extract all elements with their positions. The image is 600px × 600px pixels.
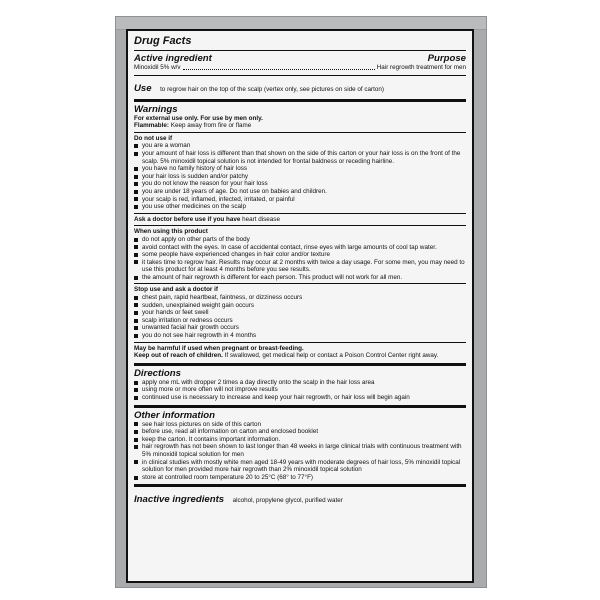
purpose-heading: Purpose xyxy=(427,53,466,64)
drug-facts-panel xyxy=(126,29,474,583)
ask-doctor-label: Ask a doctor before use if you have xyxy=(134,215,241,223)
stop-use-heading: Stop use and ask a doctor if xyxy=(134,286,218,294)
stop-use-list xyxy=(134,294,466,340)
list-item: your amount of hair loss is different than that shown on the side of this carton or your hair loss is on the front of the scalp. 5% minoxidil topical solution is not intended for frontal baldness or receding hairline. xyxy=(134,150,466,165)
carton xyxy=(115,16,487,588)
list-item: in clinical studies with mostly white men aged 18-49 years with moderate degrees of hair loss, 5% minoxidil topical solution for men provided more hair regrowth than 2% minoxidil topical solution xyxy=(134,459,466,474)
list-item: see hair loss pictures on side of this carton xyxy=(134,421,466,429)
flammable-text: Keep away from fire or flame xyxy=(170,122,252,130)
list-item: you do not know the reason for your hair loss xyxy=(134,180,466,188)
use-heading: Use xyxy=(134,82,152,94)
purpose-value: Hair regrowth treatment for men xyxy=(376,64,466,71)
list-item: it takes time to regrow hair. Results may occur at 2 months with twice a day usage. For some men, you may need to use this product for at least 4 months before you see results. xyxy=(134,259,466,274)
children-text: If swallowed, get medical help or contact a Poison Control Center right away. xyxy=(224,352,439,360)
external-use-warning: For external use only. For use by men only. xyxy=(134,114,263,122)
use-section xyxy=(134,76,466,102)
do-not-use-list xyxy=(134,142,466,210)
list-item: you do not see hair regrowth in 4 months xyxy=(134,332,466,340)
flammable-warning xyxy=(134,122,466,130)
list-item: store at controlled room temperature 20 to 25°C (68° to 77°F) xyxy=(134,474,466,482)
pregnancy-warning: May be harmful if used when pregnant or breast-feeding. xyxy=(134,344,304,352)
flammable-label: Flammable: xyxy=(134,122,169,130)
other-information-heading: Other information xyxy=(134,409,216,421)
list-item: before use, read all information on carton and enclosed booklet xyxy=(134,428,466,436)
active-ingredient-section xyxy=(134,33,466,76)
list-item: scalp irritation or redness occurs xyxy=(134,317,466,325)
other-information-list xyxy=(134,421,466,482)
drug-facts-title: Drug Facts xyxy=(134,35,192,47)
list-item: your hands or feet swell xyxy=(134,309,466,317)
list-item: chest pain, rapid heartbeat, faintness, or dizziness occurs xyxy=(134,294,466,302)
other-information-section xyxy=(134,408,466,488)
list-item: you use other medicines on the scalp xyxy=(134,203,466,211)
list-item: you are a woman xyxy=(134,142,466,150)
directions-section xyxy=(134,366,466,408)
active-ingredient-heading: Active ingredient xyxy=(134,53,212,64)
list-item: avoid contact with the eyes. In case of accidental contact, rinse eyes with large amounts of cool tap water. xyxy=(134,244,466,252)
when-using-list xyxy=(134,236,466,282)
directions-heading: Directions xyxy=(134,367,181,379)
warnings-heading: Warnings xyxy=(134,103,178,115)
children-label: Keep out of reach of children. xyxy=(134,352,223,360)
list-item: continued use is necessary to increase and keep your hair regrowth, or hair loss will begin again xyxy=(134,394,466,402)
leader-dots xyxy=(183,69,375,70)
list-item: apply one mL with dropper 2 times a day directly onto the scalp in the hair loss area xyxy=(134,379,466,387)
inactive-ingredients-text: alcohol, propylene glycol, purified water xyxy=(232,497,343,505)
list-item: do not apply on other parts of the body xyxy=(134,236,466,244)
ask-doctor-line xyxy=(134,213,466,224)
list-item: you are under 18 years of age. Do not use on babies and children. xyxy=(134,188,466,196)
children-warning xyxy=(134,352,466,360)
active-ingredient-value: Minoxidil 5% w/v xyxy=(134,64,181,71)
use-text: to regrow hair on the top of the scalp (vertex only, see pictures on side of carton) xyxy=(160,85,384,93)
list-item: your scalp is red, inflamed, infected, irritated, or painful xyxy=(134,196,466,204)
list-item: unwanted facial hair growth occurs xyxy=(134,324,466,332)
list-item: using more or more often will not improve results xyxy=(134,386,466,394)
inactive-ingredients-heading: Inactive ingredients xyxy=(134,494,225,506)
list-item: you have no family history of hair loss xyxy=(134,165,466,173)
list-item: some people have experienced changes in hair color and/or texture xyxy=(134,251,466,259)
when-using-heading: When using this product xyxy=(134,228,208,236)
list-item: the amount of hair regrowth is different for each person. This product will not work for all men. xyxy=(134,274,466,282)
list-item: hair regrowth has not been shown to last longer than 48 weeks in large clinical trials with continuous treatment with 5% minoxidil topical solution for men xyxy=(134,443,466,458)
directions-list xyxy=(134,379,466,402)
ask-doctor-text: heart disease xyxy=(242,215,280,223)
warnings-section xyxy=(134,102,466,366)
do-not-use-heading: Do not use if xyxy=(134,134,173,142)
inactive-ingredients-section xyxy=(134,487,466,510)
list-item: your hair loss is sudden and/or patchy xyxy=(134,173,466,181)
list-item: sudden, unexplained weight gain occurs xyxy=(134,302,466,310)
list-item: keep the carton. It contains important information. xyxy=(134,436,466,444)
